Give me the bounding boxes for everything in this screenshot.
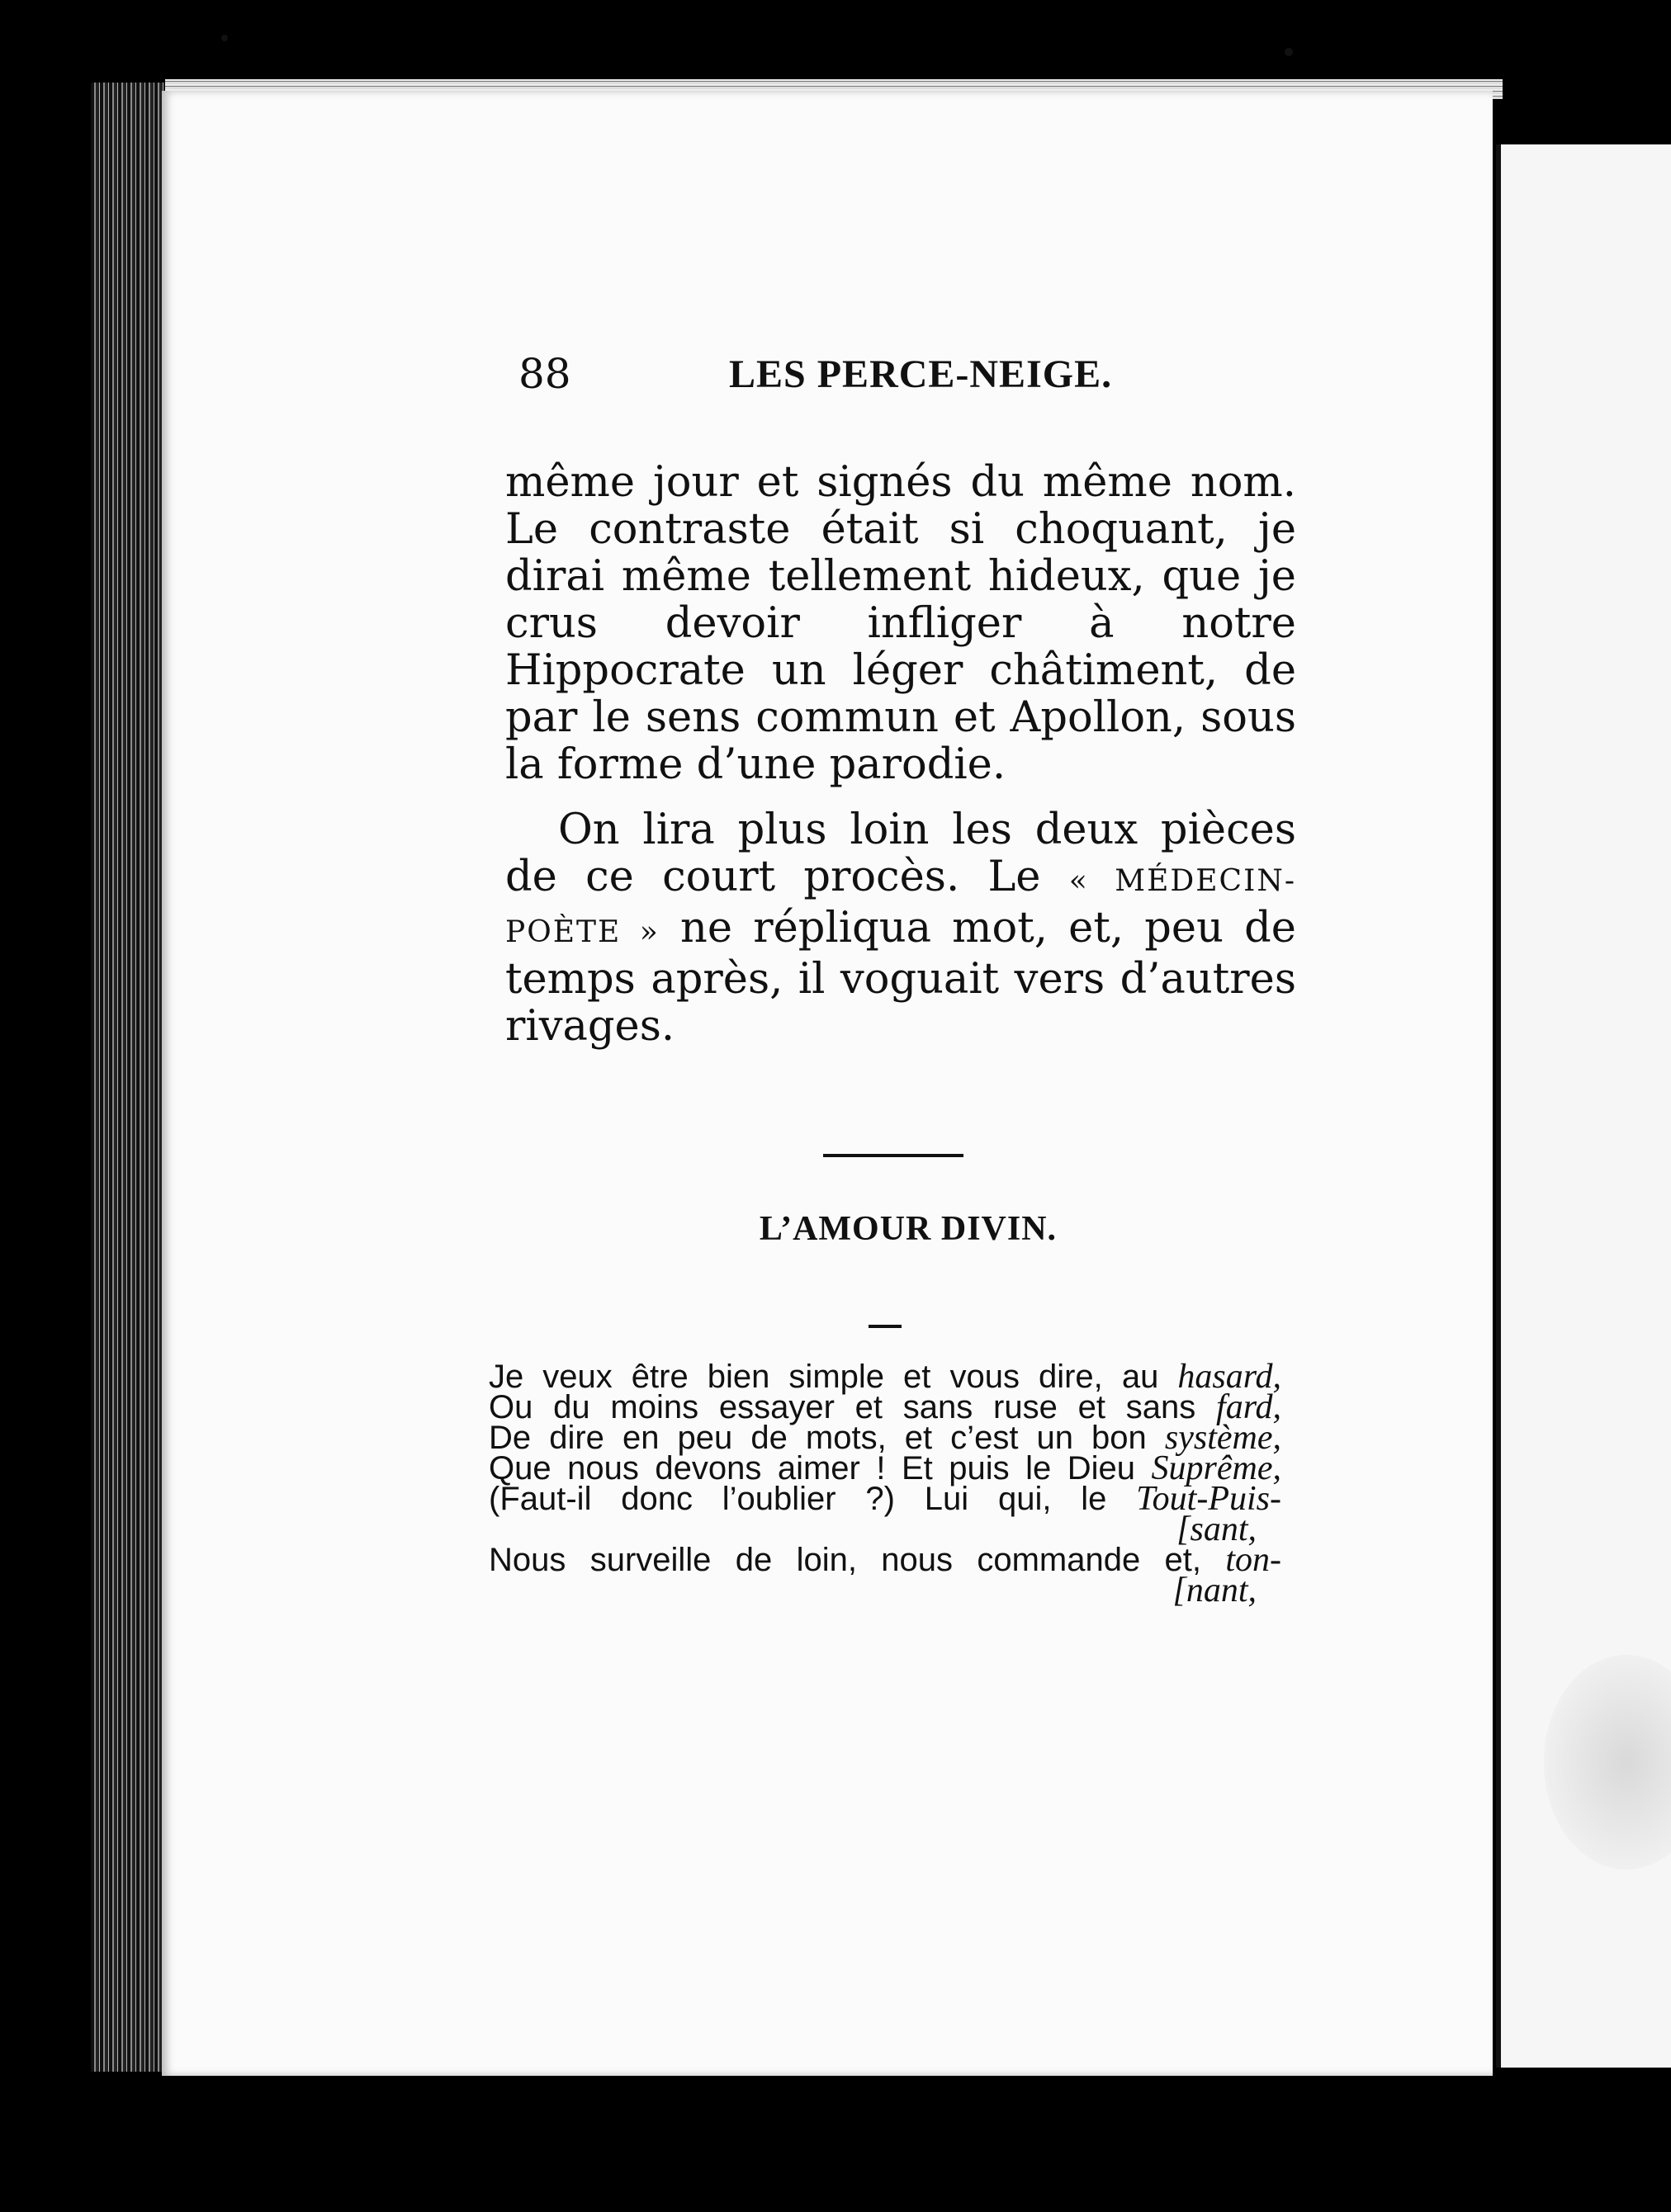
text-run: On lira plus loin les deux pièces de ce court procès. Le	[505, 806, 1296, 901]
title-dash	[869, 1325, 902, 1328]
scan-speck	[1285, 48, 1293, 56]
running-head	[518, 350, 1131, 408]
bleed-through	[1544, 1655, 1671, 1869]
verse-text: Nous surveille de loin, nous commande et,	[489, 1542, 1202, 1578]
verse-text: (Faut-il donc l’oublier ?) Lui qui, le	[489, 1481, 1107, 1517]
facing-page	[1496, 144, 1671, 2068]
scan-speck	[221, 35, 228, 41]
paragraph	[505, 806, 1296, 1050]
verse-italic: Tout-Puis-	[1136, 1480, 1281, 1518]
poem-line	[489, 1358, 1281, 1396]
section-title: L’AMOUR DIVIN.	[759, 1210, 1058, 1248]
verse-text: Je veux être bien simple et vous dire, au	[489, 1359, 1159, 1395]
page-edges	[91, 83, 165, 2072]
poem-line	[489, 1541, 1281, 1579]
poem-line-continuation	[489, 1510, 1281, 1548]
verse-text: De dire en peu de mots, et c’est un bon	[489, 1420, 1147, 1456]
poem-line-continuation	[489, 1572, 1281, 1609]
poem-line	[489, 1480, 1281, 1518]
page-number: 88	[518, 350, 571, 398]
verse-text: Ou du moins essayer et sans ruse et sans	[489, 1389, 1196, 1425]
prose-text	[505, 459, 1296, 1050]
verse-italic: hasard,	[1177, 1358, 1281, 1396]
verse-italic: [sant,	[1176, 1510, 1257, 1548]
verse-italic: Suprême,	[1151, 1449, 1281, 1487]
section-divider	[823, 1154, 963, 1157]
verse-italic: ton-	[1225, 1541, 1281, 1579]
verse-italic: fard,	[1216, 1388, 1282, 1426]
verse-italic: [nant,	[1172, 1572, 1257, 1609]
text-run: ne répliqua mot, et, peu de temps après, il voguait vers d’autres rivages.	[505, 904, 1296, 1051]
smallcaps-term: « MÉDECIN-POÈTE »	[505, 864, 1296, 949]
poem-line	[489, 1388, 1282, 1426]
verse-text: Que nous devons aimer ! Et puis le Dieu	[489, 1450, 1136, 1486]
paragraph: même jour et signés du même nom. Le contraste était si choquant, je dirai même tellement hideux, que je crus devoir infliger à notre Hippocrate un léger châtiment, de par le sens commun et Apollon, sous la forme d’une parodie.	[505, 458, 1296, 789]
running-title: LES PERCE-NEIGE.	[729, 352, 1113, 396]
poem	[489, 1358, 1282, 1609]
verse-italic: système,	[1164, 1419, 1281, 1457]
